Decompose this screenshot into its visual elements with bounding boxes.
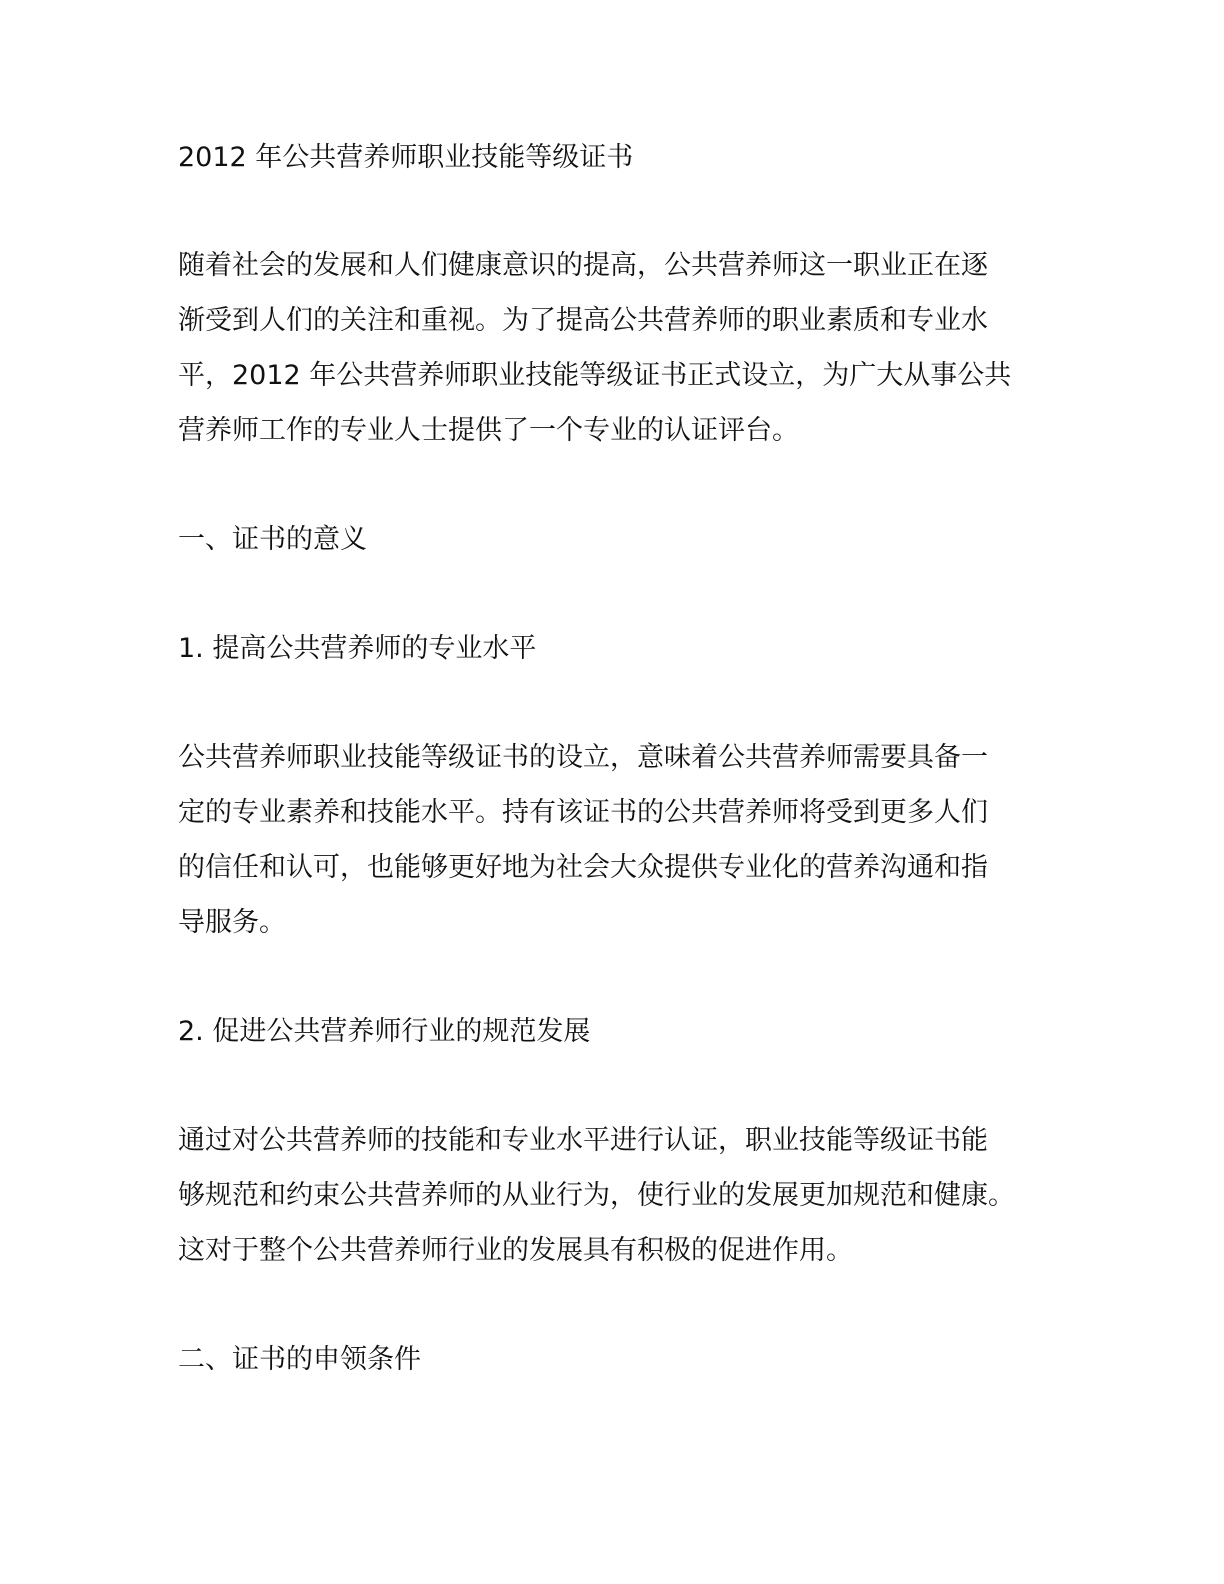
intro-line-4: 营养师工作的专业人士提供了一个专业的认证评台。	[178, 415, 799, 446]
item-1-line-1: 公共营养师职业技能等级证书的设立，意味着公共营养师需要具备一	[178, 742, 988, 773]
item-2-heading: 2. 促进公共营养师行业的规范发展	[178, 1016, 591, 1047]
item-1-heading: 1. 提高公共营养师的专业水平	[178, 633, 537, 664]
item-1-line-2: 定的专业素养和技能水平。持有该证书的公共营养师将受到更多人们	[178, 797, 988, 828]
item-2-line-2: 够规范和约束公共营养师的从业行为，使行业的发展更加规范和健康。	[178, 1180, 1015, 1211]
item-1-line-4: 导服务。	[178, 907, 286, 938]
section-1-heading: 一、证书的意义	[178, 524, 367, 555]
item-2-line-1: 通过对公共营养师的技能和专业水平进行认证，职业技能等级证书能	[178, 1125, 988, 1156]
intro-line-1: 随着社会的发展和人们健康意识的提高，公共营养师这一职业正在逐	[178, 250, 988, 281]
intro-line-2: 渐受到人们的关注和重视。为了提高公共营养师的职业素质和专业水	[178, 305, 988, 336]
item-2-line-3: 这对于整个公共营养师行业的发展具有积极的促进作用。	[178, 1235, 853, 1266]
intro-line-3: 平，2012 年公共营养师职业技能等级证书正式设立，为广大从事公共	[178, 360, 1012, 391]
item-1-line-3: 的信任和认可，也能够更好地为社会大众提供专业化的营养沟通和指	[178, 852, 988, 883]
document-title: 2012 年公共营养师职业技能等级证书	[178, 142, 634, 173]
section-2-heading: 二、证书的申领条件	[178, 1344, 421, 1375]
